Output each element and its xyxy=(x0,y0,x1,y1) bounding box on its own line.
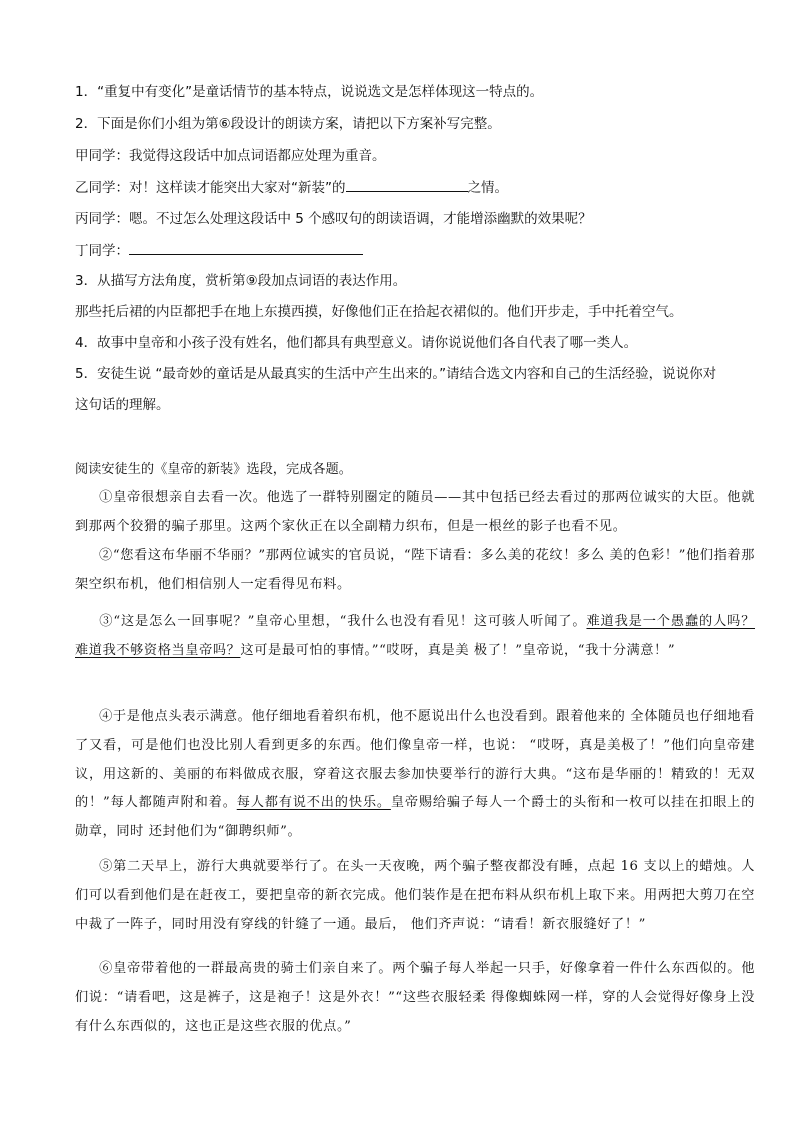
passage-paragraph-6 xyxy=(75,955,755,1041)
student-bing-line: 丙同学：嗯。不过怎么处理这段话中 5 个感叹句的朗读语调，才能增添幽默的效果呢？ xyxy=(75,211,592,227)
passage-paragraph-4 xyxy=(75,703,755,847)
passage-paragraph-3 xyxy=(75,608,755,666)
student-ding-label: 丁同学： xyxy=(75,243,129,259)
paragraph-2-text: ②“您看这布华丽不华丽？”那两位诚实的官员说，“陛下请看：多么美的花纹！多么 美的色彩！”他们指着那架空织布机，他们相信别人一定看得见布料。 xyxy=(75,548,755,592)
paragraph-5-text: ⑤第二天早上，游行大典就要举行了。在头一天夜晚，两个骗子整夜都没有睡，点起 16 支以上的蜡烛。人们可以看到他们是在赶夜工，要把皇帝的新衣完成。他们装作是在把布料从织布机上取下来。用两把大剪刀在空中裁了一阵子，同时用没有穿线的针缝了一通。最后， 他们齐声说：“请看！新衣服缝好了！” xyxy=(75,859,755,932)
question-3-quote: 那些托后裙的内臣都把手在地上东摸西摸，好像他们正在拾起衣裙似的。他们开步走，手中托着空气。 xyxy=(75,304,683,320)
question-4: 4．故事中皇帝和小孩子没有姓名，他们都具有典型意义。请你说说他们各自代表了哪一类人。 xyxy=(75,335,638,351)
student-jia-line: 甲同学：我觉得这段话中加点词语都应处理为重音。 xyxy=(75,148,386,164)
fill-blank-ding[interactable] xyxy=(129,240,363,255)
passage-intro: 阅读安徒生的《皇帝的新装》选段，完成各题。 xyxy=(75,462,352,477)
student-ding-line xyxy=(75,240,363,261)
student-yi-suffix: 之情。 xyxy=(467,180,508,196)
paragraph-3-text-end: 这可是最可怕的事情。”“哎呀，真是美 极了！”皇帝说，“我十分满意！” xyxy=(240,642,676,658)
paragraph-4-text-end: 皇帝赐给骗子每人一个爵士的头衔和一枚可以挂在扣眼上的勋章，同时 还封他们为“御聘织师”。 xyxy=(75,795,755,840)
passage-paragraph-1 xyxy=(75,484,755,542)
paragraph-3-text: ③“这是怎么一回事呢？”皇帝心里想，“我什么也没有看见！这可骇人听闻了。 xyxy=(99,614,587,629)
student-yi-text: 乙同学：对！这样读才能突出大家对“新装”的 xyxy=(75,180,346,196)
fill-blank-yi[interactable] xyxy=(346,177,468,192)
question-2: 2．下面是你们小组为第⑥段设计的朗读方案，请把以下方案补写完整。 xyxy=(75,116,501,132)
paragraph-4-text: ④于是他点头表示满意。他仔细地看着织布机，他不愿说出什么也没看到。跟着他来的 全体随员也仔细地看了又看，可是他们也没比别人看到更多的东西。他们像皇帝一样，也说： “哎呀，真是美极了！”他们向皇帝建议，用这新的、美丽的布料做成衣服，穿着这衣服去参加快要举行的游行大典。“这布是华丽的！精致的！无双的！”每人都随声附和着。 xyxy=(75,709,755,811)
question-3: 3．从描写方法角度，赏析第⑨段加点词语的表达作用。 xyxy=(75,273,407,289)
paragraph-6-text: ⑥皇帝带着他的一群最高贵的骑士们亲自来了。两个骗子每人举起一只手，好像拿着一件什么东西似的。他们说：“请看吧，这是裤子，这是袍子！这是外衣！”“这些衣服轻柔 得像蜘蛛网一样，穿的人会觉得好像身上没有什么东西似的，这也正是这些衣服的优点。” xyxy=(75,961,755,1034)
paragraph-1-text: ①皇帝很想亲自去看一次。他选了一群特别圈定的随员——其中包括已经去看过的那两位诚实的大臣。他就到那两个狡猾的骗子那里。这两个家伙正在以全副精力织布，但是一根丝的影子也看不见。 xyxy=(75,490,755,534)
paragraph-4-underlined: 每人都有说不出的快乐。 xyxy=(236,795,391,811)
question-5-line-2: 这句话的理解。 xyxy=(75,397,170,413)
question-5-line-1: 5．安徒生说 “最奇妙的童话是从最真实的生活中产生出来的。”请结合选文内容和自己的生活经验，说说你对 xyxy=(75,366,717,382)
question-1: 1．“重复中有变化”是童话情节的基本特点，说说选文是怎样体现这一特点的。 xyxy=(75,84,544,100)
paragraph-3-underlined: 难道我是一个愚蠢的人吗？难道我不够资格当皇帝吗？ xyxy=(75,614,756,658)
passage-paragraph-5 xyxy=(75,853,755,939)
passage-paragraph-2 xyxy=(75,542,755,600)
student-yi-line xyxy=(75,177,508,198)
